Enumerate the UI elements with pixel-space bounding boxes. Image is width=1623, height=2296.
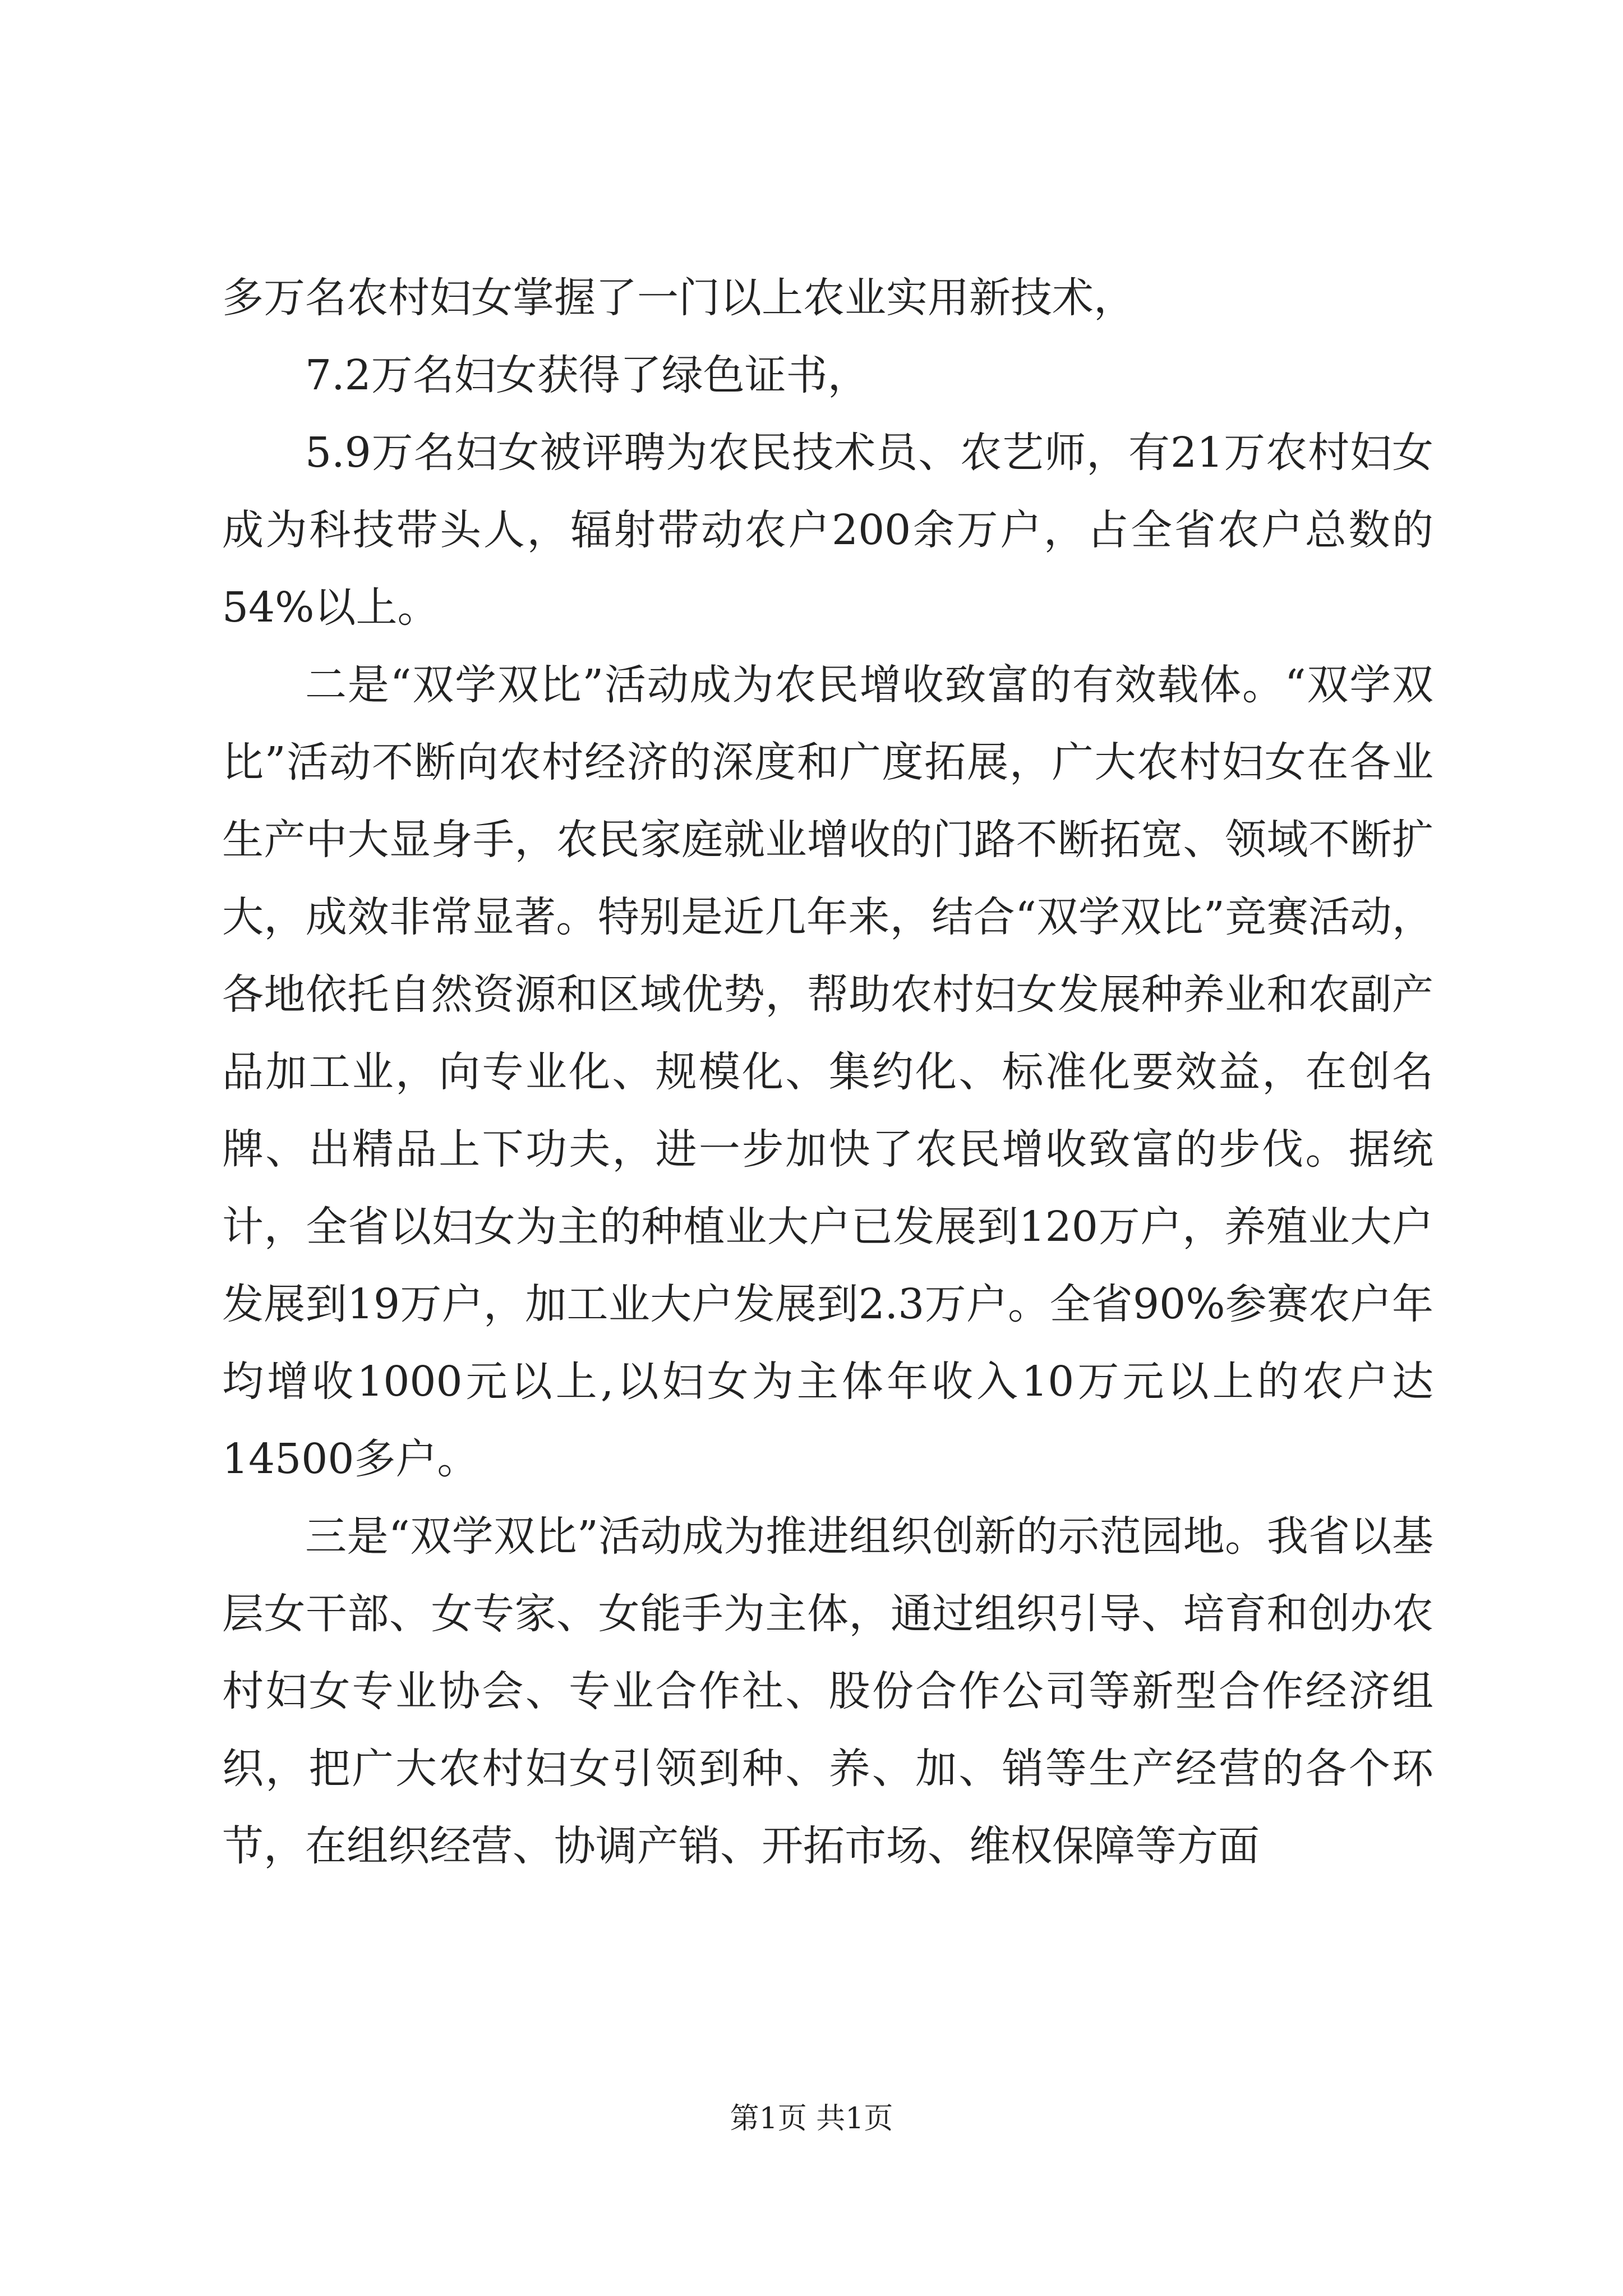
paragraph-4: 二是“双学双比”活动成为农民增收致富的有效载体。“双学双比”活动不断向农村经济的深度和广度拓展，广大农村妇女在各业生产中大显身手，农民家庭就业增收的门路不断拓宽、领域不断扩大，成效非常显著。特别是近几年来，结合“双学双比”竞赛活动，各地依托自然资源和区域优势，帮助农村妇女发展种养业和农副产品加工业，向专业化、规模化、集约化、标准化要效益，在创名牌、出精品上下功夫，进一步加快了农民增收致富的步伐。据统计，全省以妇女为主的种植业大户已发展到120万户，养殖业大户发展到19万户，加工业大户发展到2.3万户。全省90%参赛农户年均增收1000元以上,以妇女为主体年收入10万元以上的农户达14500多户。 (222, 661, 1433, 1483)
paragraph-5: 三是“双学双比”活动成为推进组织创新的示范园地。我省以基层女干部、女专家、女能手为主体，通过组织引导、培育和创办农村妇女专业协会、专业合作社、股份合作公司等新型合作经济组织，把广大农村妇女引领到种、养、加、销等生产经营的各个环节，在组织经营、协调产销、开拓市场、维权保障等方面 (222, 1512, 1433, 1870)
page-footer: 第1页 共1页 (730, 2102, 893, 2136)
document-body (222, 259, 1433, 1885)
paragraph-2: 7.2万名妇女获得了绿色证书， (305, 351, 869, 399)
paragraph-1: 多万名农村妇女掌握了一门以上农业实用新技术， (222, 274, 1135, 322)
paragraph-3: 5.9万名妇女被评聘为农民技术员、农艺师，有21万农村妇女成为科技带头人，辐射带动农户200余万户，占全省农户总数的54%以上。 (222, 429, 1433, 632)
